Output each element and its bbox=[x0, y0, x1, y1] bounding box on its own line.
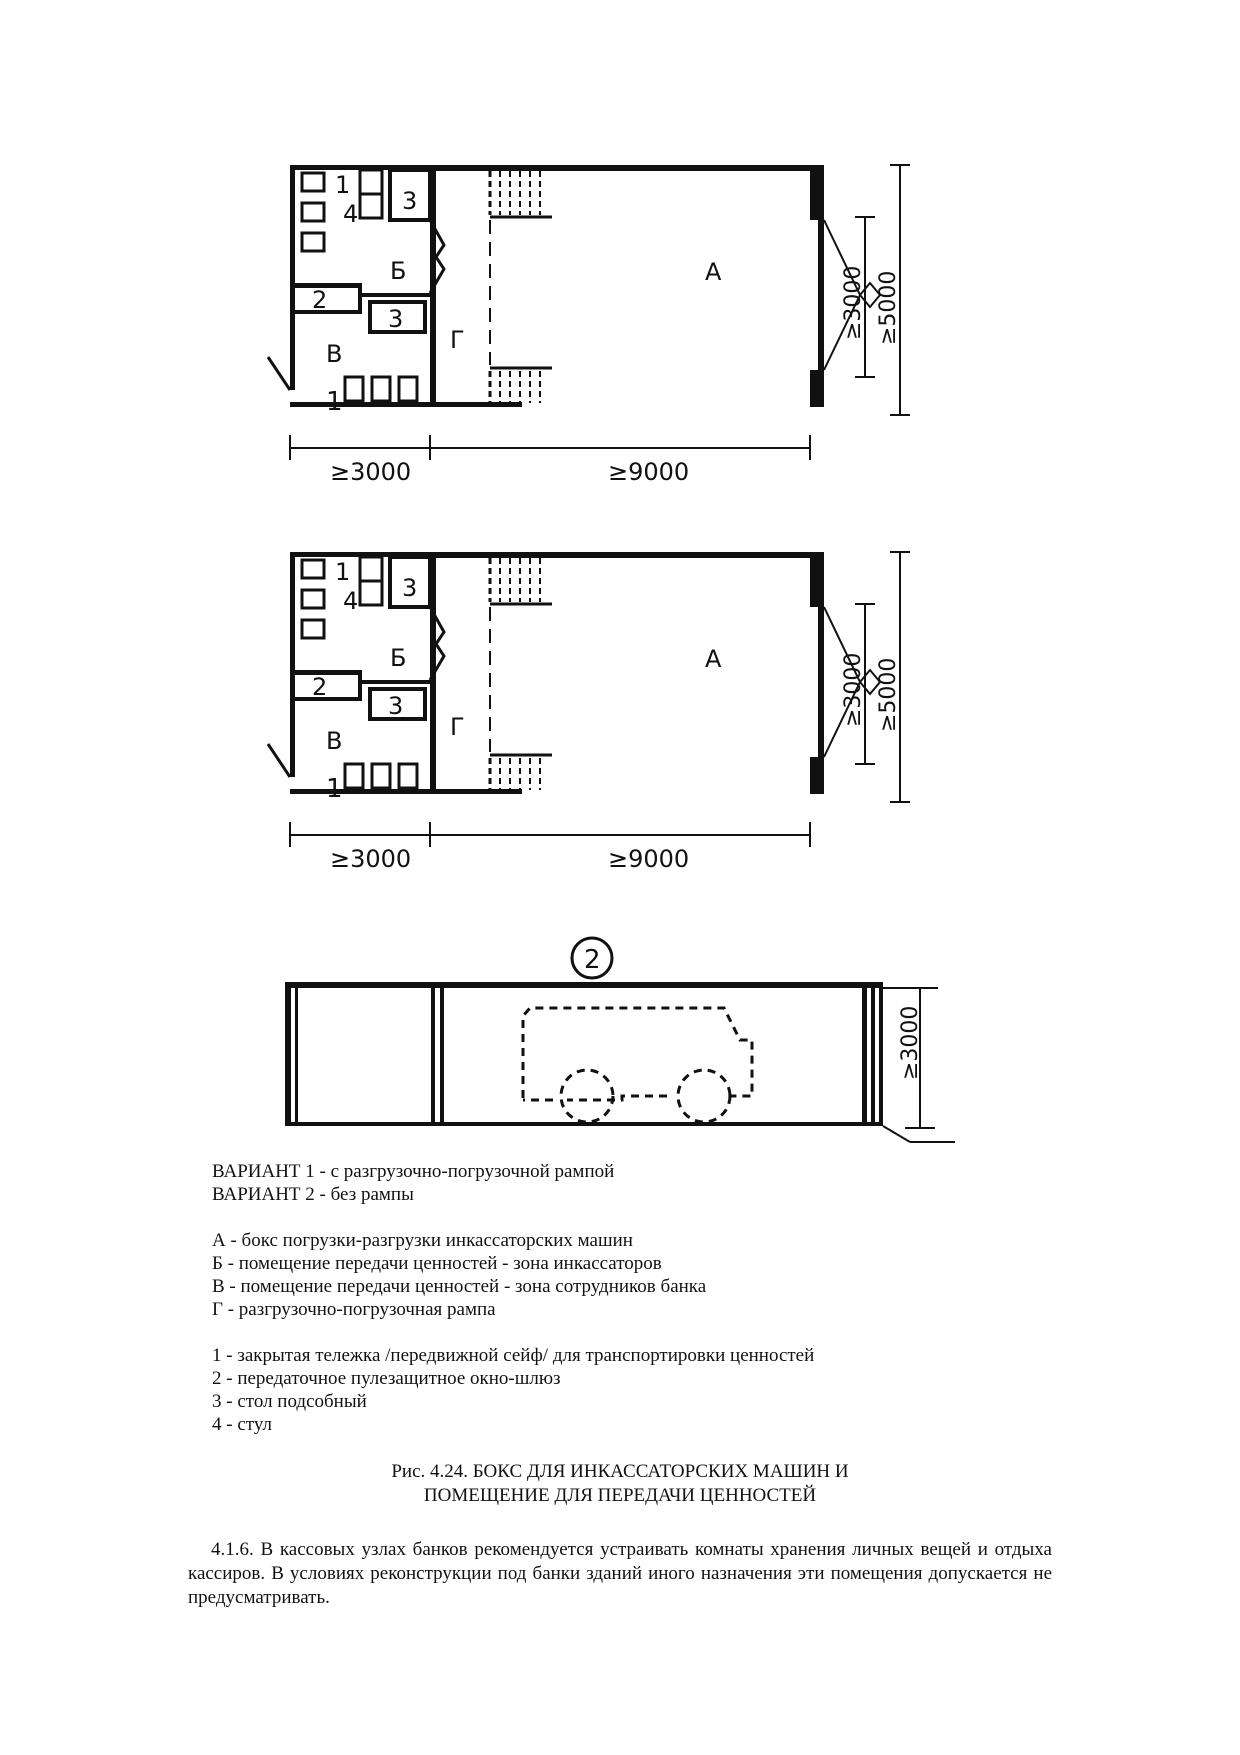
caption-line-2: ПОМЕЩЕНИЕ ДЛЯ ПЕРЕДАЧИ ЦЕННОСТЕЙ bbox=[423, 1485, 817, 1506]
legend-zone-v: В - помещение передачи ценностей - зона сотрудников банка bbox=[212, 1276, 707, 1297]
plan1-label-item-4: 4 bbox=[343, 200, 359, 228]
plan1-label-zone-v: В bbox=[326, 340, 343, 368]
plan-variant-2 bbox=[268, 552, 910, 873]
van-outline bbox=[523, 1008, 752, 1100]
plan2-dim-main: ≥9000 bbox=[608, 845, 690, 873]
plan2-label-zone-v: В bbox=[326, 727, 343, 755]
plan2-dim-left: ≥3000 bbox=[330, 845, 412, 873]
legend-item-3: 3 - стол подсобный bbox=[212, 1391, 367, 1412]
plan1-dim-total: ≥5000 bbox=[876, 270, 901, 345]
plan2-label-zone-a: А bbox=[705, 645, 722, 673]
plan2-label-item-1: 1 bbox=[335, 558, 351, 586]
plan1-label-item-3b: 3 bbox=[388, 305, 404, 333]
plan2-dim-door: ≥3000 bbox=[841, 652, 866, 727]
body-paragraph: 4.1.6. В кассовых узлах банков рекомендуется устраивать комнаты хранения личных вещей и отдыха кассиров. В условиях реконструкции под банки зданий иного назначения эти помещения допускается не предусматривать. bbox=[188, 1539, 1052, 1608]
caption-line-1: Рис. 4.24. БОКС ДЛЯ ИНКАССАТОРСКИХ МАШИН И bbox=[391, 1461, 849, 1482]
legend bbox=[212, 1160, 814, 1436]
plan2-label-item-3b: 3 bbox=[388, 692, 404, 720]
legend-zone-a: А - бокс погрузки-разгрузки инкассаторских машин bbox=[212, 1230, 633, 1251]
section-number: 2 bbox=[584, 945, 601, 975]
plan2-dim-total: ≥5000 bbox=[876, 657, 901, 732]
plan1-label-zone-a: А bbox=[705, 258, 722, 286]
plan1-label-item-1b: 1 bbox=[326, 387, 343, 417]
plan1-label-item-3: 3 bbox=[402, 187, 418, 215]
legend-item-1: 1 - закрытая тележка /передвижной сейф/ для транспортировки ценностей bbox=[212, 1345, 815, 1366]
plan1-dim-door: ≥3000 bbox=[841, 265, 866, 340]
plan1-label-item-1: 1 bbox=[335, 171, 351, 199]
plan1-dim-main: ≥9000 bbox=[608, 458, 690, 486]
plan2-label-item-3: 3 bbox=[402, 574, 418, 602]
plan1-dim-left: ≥3000 bbox=[330, 458, 412, 486]
section-2-drawing bbox=[285, 938, 955, 1142]
legend-zone-b: Б - помещение передачи ценностей - зона инкассаторов bbox=[212, 1253, 662, 1274]
van-wheel-front bbox=[561, 1070, 613, 1122]
legend-variant-1: ВАРИАНТ 1 - с разгрузочно-погрузочной рампой bbox=[212, 1161, 615, 1182]
figure-caption bbox=[0, 1460, 1240, 1508]
section-dim-height: ≥3000 bbox=[898, 1005, 923, 1080]
plan1-label-zone-b: Б bbox=[390, 257, 407, 285]
plan2-label-zone-g: Г bbox=[450, 713, 465, 741]
plan2-label-item-2: 2 bbox=[312, 673, 328, 701]
plan-variant-1 bbox=[268, 165, 910, 486]
plan1-label-item-2: 2 bbox=[312, 286, 328, 314]
legend-item-2: 2 - передаточное пулезащитное окно-шлюз bbox=[212, 1368, 561, 1389]
legend-zone-g: Г - разгрузочно-погрузочная рампа bbox=[212, 1299, 496, 1320]
plan2-label-item-1b: 1 bbox=[326, 774, 343, 804]
plan2-label-item-4: 4 bbox=[343, 587, 359, 615]
legend-variant-2: ВАРИАНТ 2 - без рампы bbox=[212, 1184, 414, 1205]
plan2-label-zone-b: Б bbox=[390, 644, 407, 672]
legend-item-4: 4 - стул bbox=[212, 1414, 272, 1435]
plan1-label-zone-g: Г bbox=[450, 326, 465, 354]
van-wheel-rear bbox=[678, 1070, 730, 1122]
